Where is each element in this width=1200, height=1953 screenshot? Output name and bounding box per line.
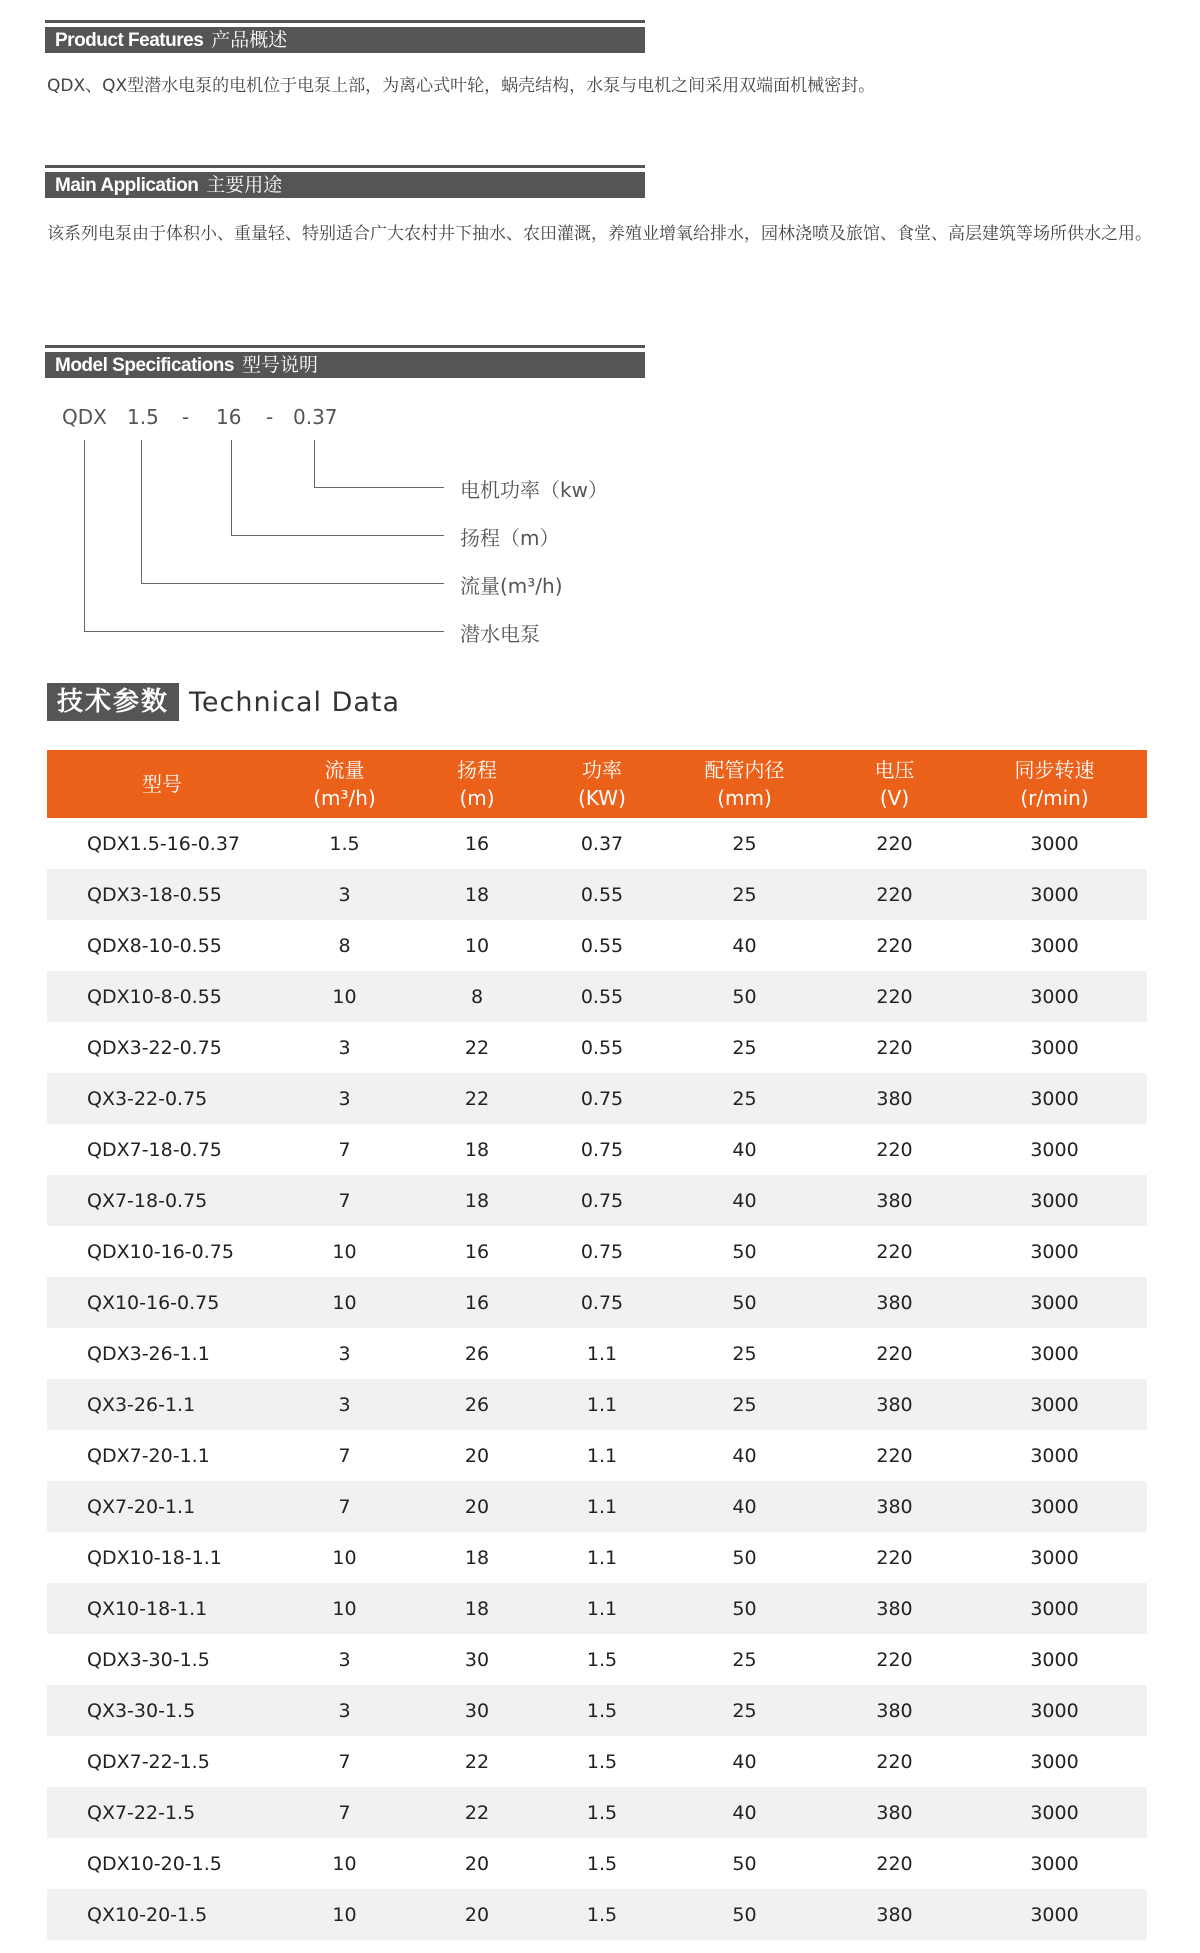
cell-model: QDX10-8-0.55	[47, 971, 277, 1022]
cell-model: QDX7-22-1.5	[87, 1750, 210, 1773]
cell-flow: 10	[332, 1852, 357, 1875]
divider	[45, 165, 645, 168]
cell-pipe-diameter: 25	[732, 832, 757, 855]
cell-pipe-diameter: 50	[732, 1852, 757, 1875]
cell-voltage: 380	[827, 1073, 962, 1124]
cell-speed: 3000	[1030, 1648, 1079, 1671]
cell-voltage: 220	[876, 1240, 913, 1263]
cell-head: 22	[412, 1787, 542, 1838]
cell-power: 1.1	[586, 1546, 618, 1569]
cell-model: QDX3-22-0.75	[87, 1036, 222, 1059]
cell-model: QX10-16-0.75	[47, 1277, 277, 1328]
cell-speed: 3000	[1030, 1342, 1079, 1365]
cell-power: 1.5	[542, 1889, 662, 1940]
cell-power: 0.55	[542, 971, 662, 1022]
cell-head: 30	[412, 1685, 542, 1736]
table-row	[47, 1685, 1147, 1736]
model-spec-section-header	[45, 345, 645, 375]
cell-pipe-diameter: 40	[662, 1787, 827, 1838]
cell-voltage: 220	[876, 934, 913, 957]
cell-voltage: 380	[827, 1583, 962, 1634]
cell-model: QDX10-20-1.5	[87, 1852, 222, 1875]
cell-model: QX7-20-1.1	[47, 1481, 277, 1532]
cell-pipe-diameter: 25	[662, 869, 827, 920]
header-label: 电压	[874, 758, 915, 782]
cell-voltage: 380	[827, 1481, 962, 1532]
cell-model: QDX7-18-0.75	[87, 1138, 222, 1161]
cell-voltage: 220	[827, 971, 962, 1022]
table-header-row	[47, 750, 1147, 818]
features-title-cn: 产品概述	[211, 29, 288, 51]
cell-flow: 3	[277, 1073, 412, 1124]
model-spec-title-en: Model Specifications	[55, 355, 234, 376]
table-row	[47, 1787, 1147, 1838]
connector-line	[231, 535, 444, 536]
model-part-head: 16	[216, 405, 242, 429]
cell-voltage: 380	[827, 1787, 962, 1838]
cell-voltage: 220	[876, 1342, 913, 1365]
table-row	[47, 1226, 1147, 1277]
table-row	[47, 1889, 1147, 1940]
table-row	[47, 1124, 1147, 1175]
cell-model: QDX7-20-1.1	[87, 1444, 210, 1467]
cell-head: 16	[464, 1240, 490, 1263]
cell-model: QX10-20-1.5	[47, 1889, 277, 1940]
cell-flow: 10	[277, 1583, 412, 1634]
cell-pipe-diameter: 40	[662, 1481, 827, 1532]
cell-pipe-diameter: 50	[662, 971, 827, 1022]
cell-model: QDX3-26-1.1	[87, 1342, 210, 1365]
cell-flow: 7	[338, 1750, 351, 1773]
application-title-bar	[45, 172, 645, 198]
cell-model: QX7-18-0.75	[47, 1175, 277, 1226]
cell-flow: 7	[277, 1481, 412, 1532]
label-motor-power: 电机功率（kw）	[460, 478, 608, 502]
connector-line	[314, 440, 315, 488]
table-row	[47, 1583, 1147, 1634]
table-row	[47, 1277, 1147, 1328]
header-pipe-diameter	[662, 750, 827, 818]
cell-pipe-diameter: 25	[732, 1648, 757, 1671]
table-row	[47, 1634, 1147, 1685]
cell-flow: 3	[338, 1648, 351, 1671]
cell-voltage: 220	[827, 869, 962, 920]
cell-head: 18	[412, 869, 542, 920]
model-part-dash: -	[266, 405, 274, 429]
header-unit: (r/min)	[1020, 786, 1089, 810]
application-title-en: Main Application	[55, 175, 199, 196]
cell-pipe-diameter: 40	[732, 1750, 757, 1773]
cell-flow: 10	[277, 1889, 412, 1940]
connector-line	[231, 440, 232, 536]
header-unit: (m³/h)	[313, 786, 376, 810]
cell-head: 10	[464, 934, 490, 957]
cell-model: QX3-30-1.5	[47, 1685, 277, 1736]
connector-line	[141, 583, 444, 584]
table-row	[47, 818, 1147, 869]
header-unit: (KW)	[578, 786, 626, 810]
connector-line	[314, 487, 444, 488]
cell-voltage: 220	[876, 1648, 913, 1671]
cell-speed: 3000	[962, 1277, 1147, 1328]
cell-pipe-diameter: 25	[732, 1036, 757, 1059]
cell-power: 1.1	[542, 1583, 662, 1634]
cell-head: 22	[412, 1073, 542, 1124]
cell-pipe-diameter: 40	[732, 934, 757, 957]
cell-head: 26	[464, 1342, 490, 1365]
cell-speed: 3000	[962, 1685, 1147, 1736]
cell-pipe-diameter: 25	[662, 1685, 827, 1736]
cell-power: 0.75	[542, 1175, 662, 1226]
header-label: 型号	[142, 772, 182, 796]
cell-power: 0.75	[542, 1073, 662, 1124]
table-row	[47, 1379, 1147, 1430]
cell-pipe-diameter: 40	[732, 1444, 757, 1467]
cell-pipe-diameter: 40	[732, 1138, 757, 1161]
header-model	[47, 750, 277, 818]
application-text: 该系列电泵由于体积小、重量轻、特别适合广大农村井下抽水、农田灌溉，养殖业增氧给排水，园林浇喷及旅馆、食堂、高层建筑等场所供水之用。	[47, 224, 1152, 244]
cell-power: 1.5	[586, 1648, 618, 1671]
cell-flow: 3	[338, 1036, 351, 1059]
cell-pipe-diameter: 25	[662, 1379, 827, 1430]
header-unit: (m)	[459, 786, 495, 810]
cell-model: QDX3-30-1.5	[87, 1648, 210, 1671]
header-voltage	[827, 750, 962, 818]
cell-pipe-diameter: 50	[732, 1240, 757, 1263]
cell-speed: 3000	[1030, 1240, 1079, 1263]
header-unit: (V)	[879, 786, 910, 810]
cell-voltage: 220	[876, 1852, 913, 1875]
cell-flow: 7	[277, 1787, 412, 1838]
cell-voltage: 380	[827, 1277, 962, 1328]
header-flow	[277, 750, 412, 818]
cell-head: 8	[412, 971, 542, 1022]
cell-power: 1.1	[586, 1444, 618, 1467]
cell-power: 1.1	[586, 1342, 618, 1365]
cell-voltage: 220	[876, 832, 913, 855]
cell-flow: 7	[338, 1444, 351, 1467]
cell-head: 20	[464, 1444, 490, 1467]
cell-voltage: 380	[827, 1889, 962, 1940]
table-row	[47, 1022, 1147, 1073]
cell-speed: 3000	[962, 1481, 1147, 1532]
cell-model: QX7-22-1.5	[47, 1787, 277, 1838]
cell-pipe-diameter: 50	[662, 1277, 827, 1328]
cell-head: 16	[412, 1277, 542, 1328]
cell-flow: 10	[332, 1546, 357, 1569]
cell-speed: 3000	[962, 1379, 1147, 1430]
header-label: 配管内径	[704, 758, 785, 782]
header-head	[412, 750, 542, 818]
cell-head: 22	[464, 1750, 490, 1773]
cell-power: 1.5	[542, 1787, 662, 1838]
connector-line	[84, 631, 444, 632]
cell-power: 0.55	[580, 934, 624, 957]
cell-model: QX10-18-1.1	[47, 1583, 277, 1634]
table-row	[47, 1175, 1147, 1226]
cell-speed: 3000	[962, 1583, 1147, 1634]
cell-power: 0.55	[542, 869, 662, 920]
cell-pipe-diameter: 50	[732, 1546, 757, 1569]
cell-voltage: 380	[827, 1175, 962, 1226]
model-spec-title-cn: 型号说明	[241, 354, 318, 376]
cell-model: QX3-26-1.1	[47, 1379, 277, 1430]
table-row	[47, 1073, 1147, 1124]
cell-speed: 3000	[1030, 1750, 1079, 1773]
cell-voltage: 220	[876, 1036, 913, 1059]
features-text: QDX、QX型潜水电泵的电机位于电泵上部，为离心式叶轮，蜗壳结构，水泵与电机之间采用双端面机械密封。	[47, 76, 876, 96]
cell-head: 18	[464, 1546, 490, 1569]
model-spec-title-bar	[45, 352, 645, 378]
connector-line	[141, 440, 142, 584]
cell-power: 1.1	[542, 1481, 662, 1532]
cell-model: QDX1.5-16-0.37	[87, 832, 241, 855]
application-section-header	[45, 165, 645, 195]
cell-pipe-diameter: 25	[732, 1342, 757, 1365]
cell-speed: 3000	[1030, 934, 1079, 957]
cell-power: 0.75	[580, 1138, 624, 1161]
cell-model: QDX8-10-0.55	[87, 934, 222, 957]
technical-data-title-cn: 技术参数	[47, 683, 179, 721]
table-row	[47, 1481, 1147, 1532]
divider	[45, 20, 645, 23]
cell-head: 20	[412, 1889, 542, 1940]
features-section-header	[45, 20, 645, 50]
cell-speed: 3000	[1030, 1852, 1079, 1875]
cell-power: 0.75	[580, 1240, 624, 1263]
divider	[45, 345, 645, 348]
cell-voltage: 220	[876, 1444, 913, 1467]
cell-voltage: 380	[827, 1379, 962, 1430]
cell-power: 1.5	[586, 1852, 618, 1875]
table-row	[47, 1328, 1147, 1379]
cell-flow: 1.5	[329, 832, 360, 855]
cell-speed: 3000	[1030, 1444, 1079, 1467]
cell-flow: 10	[332, 1240, 357, 1263]
technical-data-table	[47, 750, 1147, 1940]
table-row	[47, 1838, 1147, 1889]
cell-speed: 3000	[962, 1073, 1147, 1124]
cell-model: QDX10-18-1.1	[87, 1546, 222, 1569]
model-part-flow: 1.5	[127, 405, 159, 429]
cell-head: 26	[412, 1379, 542, 1430]
label-head: 扬程（m）	[460, 526, 560, 550]
cell-voltage: 220	[876, 1750, 913, 1773]
table-row	[47, 971, 1147, 1022]
label-flow: 流量(m³/h)	[460, 574, 563, 598]
technical-data-title-en: Technical Data	[189, 686, 401, 718]
cell-power: 1.1	[542, 1379, 662, 1430]
technical-data-title	[47, 683, 400, 725]
cell-head: 18	[412, 1583, 542, 1634]
table-row	[47, 1430, 1147, 1481]
cell-speed: 3000	[1030, 1036, 1079, 1059]
model-part-series: QDX	[62, 405, 107, 429]
table-row	[47, 920, 1147, 971]
cell-power: 0.75	[542, 1277, 662, 1328]
cell-flow: 10	[277, 971, 412, 1022]
header-unit: (mm)	[717, 786, 772, 810]
cell-voltage: 220	[876, 1546, 913, 1569]
cell-flow: 7	[277, 1175, 412, 1226]
cell-pipe-diameter: 50	[662, 1889, 827, 1940]
cell-head: 20	[412, 1481, 542, 1532]
cell-flow: 7	[338, 1138, 351, 1161]
header-speed	[962, 750, 1147, 818]
cell-power: 0.55	[580, 1036, 624, 1059]
features-title-bar	[45, 27, 645, 53]
cell-speed: 3000	[962, 1175, 1147, 1226]
header-label: 功率	[582, 758, 622, 782]
cell-flow: 8	[338, 934, 351, 957]
cell-head: 30	[464, 1648, 490, 1671]
cell-flow: 3	[277, 869, 412, 920]
header-label: 扬程	[457, 758, 497, 782]
cell-pipe-diameter: 25	[662, 1073, 827, 1124]
cell-flow: 3	[277, 1685, 412, 1736]
model-part-power: 0.37	[293, 405, 338, 429]
cell-head: 20	[464, 1852, 490, 1875]
cell-voltage: 220	[876, 1138, 913, 1161]
cell-speed: 3000	[962, 869, 1147, 920]
cell-head: 16	[464, 832, 490, 855]
header-label: 流量	[324, 758, 365, 782]
cell-head: 18	[464, 1138, 490, 1161]
cell-power: 1.5	[586, 1750, 618, 1773]
cell-power: 1.5	[542, 1685, 662, 1736]
cell-speed: 3000	[962, 971, 1147, 1022]
cell-speed: 3000	[1030, 832, 1079, 855]
cell-voltage: 380	[827, 1685, 962, 1736]
cell-power: 0.37	[580, 832, 624, 855]
table-row	[47, 1736, 1147, 1787]
table-row	[47, 869, 1147, 920]
cell-model: QDX3-18-0.55	[47, 869, 277, 920]
cell-speed: 3000	[962, 1889, 1147, 1940]
header-power	[542, 750, 662, 818]
cell-speed: 3000	[1030, 1546, 1079, 1569]
header-label: 同步转速	[1014, 758, 1095, 782]
cell-pipe-diameter: 50	[662, 1583, 827, 1634]
cell-model: QDX10-16-0.75	[87, 1240, 234, 1263]
cell-speed: 3000	[1030, 1138, 1079, 1161]
cell-head: 18	[412, 1175, 542, 1226]
cell-flow: 3	[338, 1342, 351, 1365]
label-submersible-pump: 潜水电泵	[460, 622, 540, 646]
table-row	[47, 1532, 1147, 1583]
cell-pipe-diameter: 40	[662, 1175, 827, 1226]
cell-speed: 3000	[962, 1787, 1147, 1838]
cell-flow: 10	[277, 1277, 412, 1328]
model-part-dash: -	[182, 405, 190, 429]
cell-flow: 3	[277, 1379, 412, 1430]
connector-line	[84, 440, 85, 632]
features-title-en: Product Features	[55, 30, 204, 51]
cell-model: QX3-22-0.75	[47, 1073, 277, 1124]
application-title-cn: 主要用途	[206, 174, 283, 196]
cell-head: 22	[464, 1036, 490, 1059]
